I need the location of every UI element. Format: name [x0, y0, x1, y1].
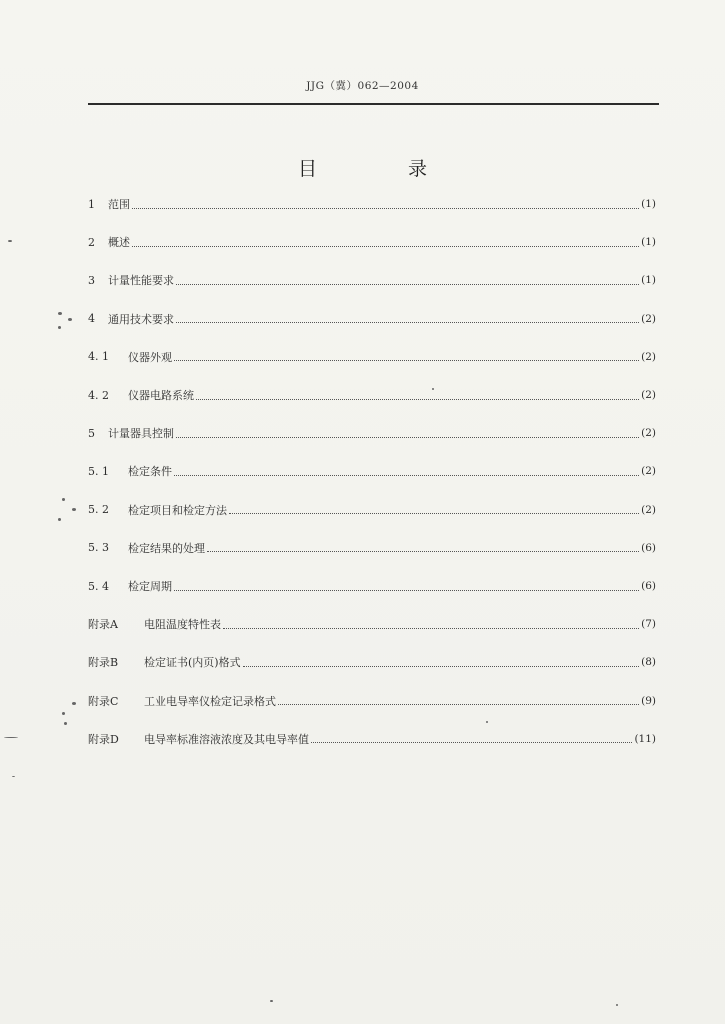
- toc-entry: [88, 424, 656, 442]
- toc-entry: [88, 501, 656, 519]
- toc-entry-number: 1: [88, 197, 95, 211]
- scan-speck: [62, 498, 65, 501]
- toc-entry-page: (6): [641, 580, 656, 592]
- toc-entry-title: 检定条件: [128, 465, 172, 479]
- running-header: JJG（冀）062—2004: [306, 80, 419, 92]
- toc-leader-dots: [243, 654, 640, 667]
- scan-speck: [486, 721, 488, 723]
- toc-entry-page: (2): [641, 350, 656, 363]
- scan-speck: [64, 722, 67, 725]
- toc-entry-number: 附录C: [88, 694, 119, 708]
- toc-leader-dots: [132, 234, 639, 247]
- toc-entry: [88, 653, 656, 671]
- scan-speck: [72, 508, 76, 511]
- toc-entry-title: 概述: [108, 236, 130, 250]
- scan-speck: [62, 712, 65, 715]
- toc-leader-dots: [174, 463, 639, 476]
- toc-entry: [88, 539, 656, 557]
- toc-leader-dots: [196, 387, 639, 400]
- toc-entry-number: 5. 4: [88, 579, 109, 593]
- toc-entry-title: 检定周期: [128, 580, 172, 593]
- toc-entry-number: 附录B: [88, 656, 119, 670]
- toc-entry-page: (6): [641, 541, 656, 554]
- toc-entry-title: 仪器电路系统: [128, 389, 194, 402]
- scan-speck: [12, 776, 15, 777]
- toc-entry-title: 范围: [108, 198, 130, 211]
- toc-entry-page: (2): [641, 503, 656, 516]
- toc-leader-dots: [278, 692, 639, 705]
- toc-entry-title: 计量性能要求: [108, 274, 174, 288]
- scan-speck: [68, 318, 72, 321]
- toc-entry-page: (2): [641, 427, 656, 440]
- toc-entry: [88, 615, 656, 633]
- toc-entry-number: 5. 2: [88, 503, 109, 517]
- toc-entry: [88, 692, 656, 710]
- toc-entry: [88, 577, 656, 595]
- toc-entry-page: (2): [641, 312, 656, 325]
- toc-entry-title: 仪器外观: [128, 350, 172, 364]
- toc-entry: [88, 386, 656, 404]
- header-rule: [88, 103, 659, 105]
- page-title: 目 录: [297, 158, 463, 180]
- scan-speck: [58, 312, 62, 315]
- toc-entry: [88, 462, 656, 480]
- toc-leader-dots: [176, 425, 639, 438]
- toc-entry-title: 检定结果的处理: [128, 541, 205, 555]
- toc-entry-number: 3: [88, 273, 95, 287]
- toc-entry: [88, 348, 656, 366]
- toc-entry-page: (7): [641, 618, 656, 631]
- toc-leader-dots: [132, 196, 639, 209]
- toc-entry-page: (1): [641, 198, 656, 210]
- toc-entry: [88, 310, 656, 328]
- scan-speck: [432, 388, 434, 390]
- toc-entry-number: 4: [88, 312, 95, 326]
- toc-leader-dots: [176, 272, 639, 285]
- toc-entry: [88, 195, 656, 213]
- toc-leader-dots: [229, 501, 639, 514]
- toc-entry: [88, 271, 656, 289]
- toc-entry-page: (1): [641, 236, 656, 249]
- scan-speck: [58, 326, 61, 329]
- toc-entry-number: 4. 2: [88, 388, 109, 402]
- scan-speck: [58, 518, 61, 521]
- toc-entry-number: 2: [88, 235, 95, 249]
- scan-speck: [270, 1000, 273, 1002]
- toc-entry-title: 通用技术要求: [108, 312, 174, 326]
- scan-speck: [616, 1004, 618, 1006]
- toc-entry-title: 电阻温度特性表: [144, 618, 221, 632]
- toc-entry-title: 检定证书(内页)格式: [144, 656, 241, 670]
- toc-entry-number: 4. 1: [88, 350, 109, 364]
- toc-entry-page: (9): [641, 694, 656, 707]
- toc-entry-page: (2): [641, 465, 656, 478]
- toc-leader-dots: [207, 539, 639, 552]
- toc-entry-number: 5. 3: [88, 541, 109, 555]
- toc-entry-title: 检定项目和检定方法: [128, 503, 227, 517]
- scan-speck: [4, 737, 18, 738]
- toc-entry-page: (11): [634, 732, 656, 745]
- toc-entry-page: (1): [641, 274, 656, 287]
- toc-entry-page: (8): [641, 656, 656, 669]
- scan-speck: [72, 702, 76, 705]
- toc-leader-dots: [176, 310, 639, 323]
- toc-entry-number: 附录A: [88, 618, 118, 632]
- toc-leader-dots: [223, 616, 639, 629]
- toc-entry-title: 工业电导率仪检定记录格式: [144, 694, 276, 708]
- toc-leader-dots: [174, 348, 639, 361]
- toc-entry-number: 附录D: [88, 732, 119, 746]
- toc-entry: [88, 730, 656, 748]
- toc-entry: [88, 233, 656, 251]
- toc-leader-dots: [174, 578, 639, 591]
- toc-entry-number: 5. 1: [88, 464, 109, 478]
- toc-entry-number: 5: [88, 426, 95, 440]
- scan-speck: [8, 240, 12, 242]
- toc-entry-page: (2): [641, 389, 656, 401]
- toc-entry-title: 电导率标准溶液浓度及其电导率值: [144, 732, 309, 746]
- toc-leader-dots: [311, 730, 632, 743]
- toc-entry-title: 计量器具控制: [108, 427, 174, 441]
